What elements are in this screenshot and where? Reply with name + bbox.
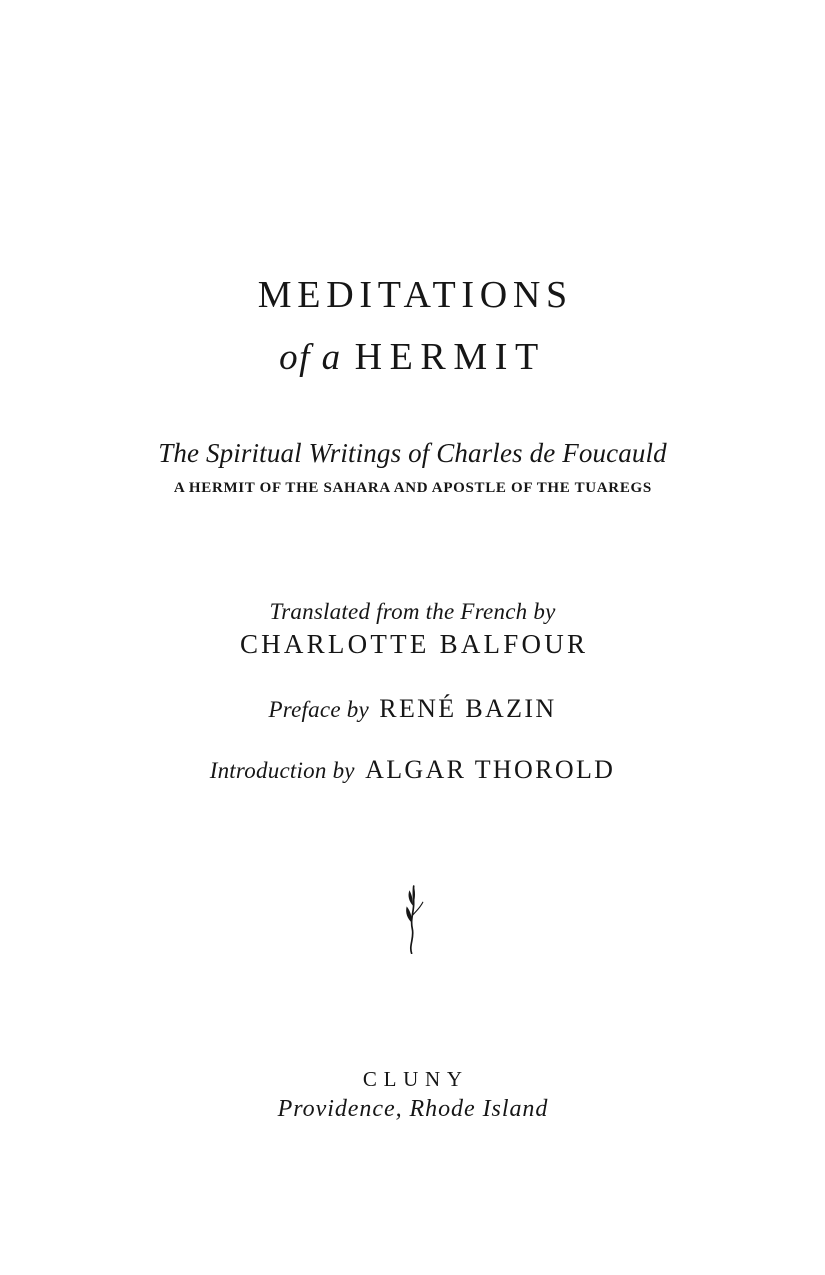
subtitle-descriptor: A HERMIT OF THE SAHARA AND APOSTLE OF THE TUAREGS — [173, 480, 652, 496]
introduction-credit — [0, 757, 825, 783]
subtitle: The Spiritual Writings of Charles de Foucauld — [158, 438, 667, 468]
preface-by-label: Preface by — [268, 697, 369, 722]
book-title-line2 — [0, 338, 825, 376]
publisher-name: CLUNY — [362, 1067, 469, 1091]
translated-by-label: Translated from the French by — [269, 599, 556, 624]
introduction-author-name: ALGAR THOROLD — [365, 755, 616, 784]
book-title-line2-caps: HERMIT — [354, 336, 546, 378]
translator-name: CHARLOTTE BALFOUR — [239, 629, 589, 659]
book-title-line2-italic: of a — [279, 337, 342, 378]
preface-credit — [0, 696, 825, 722]
preface-author-name: RENÉ BAZIN — [379, 694, 557, 723]
sprig-ornament-icon — [396, 884, 430, 954]
book-title-line1: MEDITATIONS — [257, 274, 573, 316]
publisher-location: Providence, Rhode Island — [277, 1096, 549, 1122]
introduction-by-label: Introduction by — [209, 758, 355, 783]
